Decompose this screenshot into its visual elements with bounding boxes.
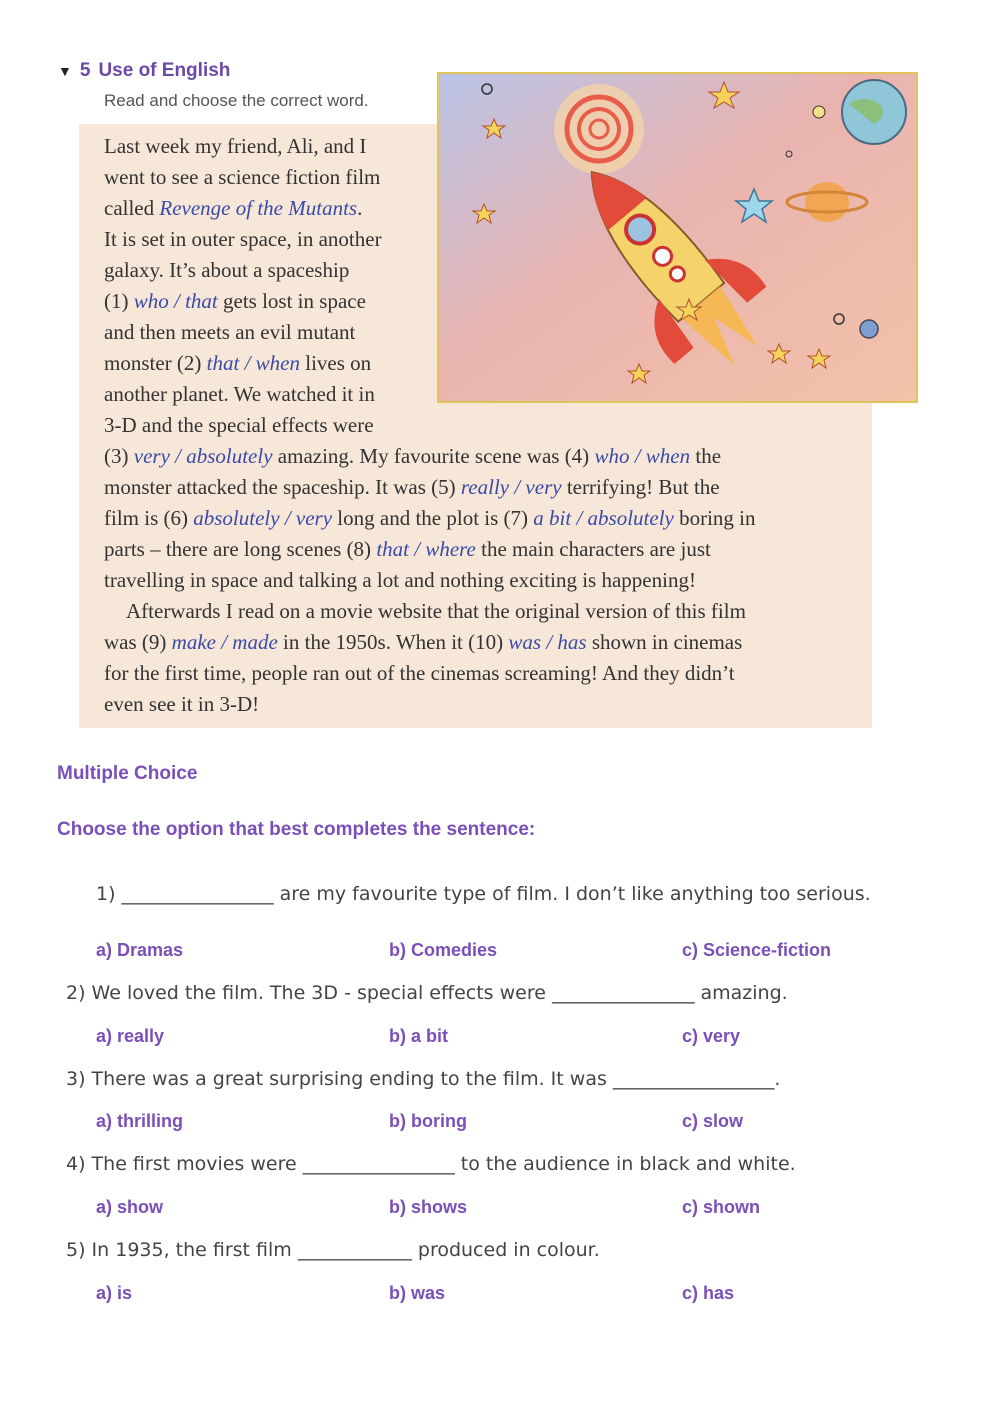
passage-choice: very / absolutely [133,444,273,468]
question-5: 5) In 1935, the first film ____________ produced in colour. [66,1239,600,1261]
passage-choice: who / that [133,289,218,313]
passage-text: even see it in 3-D! [104,692,260,716]
section-number: 5 [79,60,91,81]
passage-choice: who / when [594,444,691,468]
question-4: 4) The first movies were ________________ to the audience in black and white. [66,1153,796,1175]
passage-text: (3) [104,444,134,468]
passage-text: lives on [300,351,372,375]
passage-text: Afterwards I read on a movie website that the original version of this film [126,599,746,623]
passage-text: parts – there are long scenes (8) [104,537,377,561]
option-1a[interactable]: a) Dramas [96,940,184,960]
passage-line [104,441,864,472]
question-2: 2) We loved the film. The 3D - special effects were _______________ amazing. [66,982,788,1004]
passage-line [104,503,864,534]
mc-title: Multiple Choice [57,763,198,784]
passage-text: shown in cinemas [586,630,743,654]
passage-line [104,658,864,689]
passage-choice: absolutely / very [193,506,333,530]
passage-text: long and the plot is (7) [332,506,534,530]
option-3c[interactable]: c) slow [682,1111,744,1131]
passage-text: in the 1950s. When it (10) [277,630,509,654]
mc-instruction: Choose the option that best completes the sentence: [57,819,536,840]
passage-text: called [104,196,160,220]
rocket-illustration [437,72,918,403]
passage-line [104,596,864,627]
passage-line [104,534,864,565]
passage-text: the [690,444,722,468]
passage-text: film is (6) [104,506,194,530]
passage-text: . [357,196,363,220]
passage-text: was (9) [104,630,172,654]
option-5b[interactable]: b) was [389,1283,446,1303]
option-3a[interactable]: a) thrilling [96,1111,183,1131]
passage-text: and then meets an evil mutant [104,320,356,344]
question-3: 3) There was a great surprising ending to the film. It was _________________. [66,1068,781,1090]
passage-text: for the first time, people ran out of the cinemas screaming! And they didn’t [104,661,735,685]
passage-choice: that / where [376,537,476,561]
option-4a[interactable]: a) show [96,1197,164,1217]
passage-line [104,627,864,658]
option-2b[interactable]: b) a bit [389,1026,448,1046]
marker-icon: ▼ [58,63,72,79]
passage-choice: was / has [508,630,587,654]
passage-choice: a bit / absolutely [533,506,674,530]
option-2c[interactable]: c) very [682,1026,741,1046]
space-scene-image [439,74,916,401]
option-4c[interactable]: c) shown [682,1197,761,1217]
passage-text: monster (2) [104,351,207,375]
section-instruction: Read and choose the correct word. [104,91,369,110]
question-1: 1) ________________ are my favourite type of film. I don’t like anything too serious. [96,883,871,905]
passage-line [104,565,864,596]
option-4b[interactable]: b) shows [389,1197,468,1217]
passage-text: terrifying! But the [561,475,720,499]
option-2a[interactable]: a) really [96,1026,165,1046]
passage-text: 3-D and the special effects were [104,413,374,437]
passage-text: monster attacked the spaceship. It was (5) [104,475,461,499]
passage-line [104,689,864,720]
option-1b[interactable]: b) Comedies [389,940,498,960]
passage-line [104,472,864,503]
passage-text: went to see a science fiction film [104,165,381,189]
passage-text: It is set in outer space, in another [104,227,382,251]
passage-text: another planet. We watched it in [104,382,375,406]
passage-text: amazing. My favourite scene was (4) [272,444,595,468]
passage-choice: Revenge of the Mutants [159,196,358,220]
option-5c[interactable]: c) has [682,1283,735,1303]
passage-choice: make / made [171,630,278,654]
option-5a[interactable]: a) is [96,1283,133,1303]
option-1c[interactable]: c) Science-fiction [682,940,832,960]
passage-choice: that / when [206,351,300,375]
passage-text: the main characters are just [475,537,711,561]
passage-text: galaxy. It’s about a spaceship [104,258,350,282]
passage-text: Last week my friend, Ali, and I [104,134,367,158]
passage-text: boring in [673,506,756,530]
section-title: Use of English [98,60,231,81]
option-3b[interactable]: b) boring [389,1111,467,1131]
passage-choice: really / very [460,475,562,499]
section-heading [58,60,230,82]
passage-text: gets lost in space [217,289,366,313]
passage-line [104,410,864,441]
passage-text: (1) [104,289,134,313]
passage-text: travelling in space and talking a lot and nothing exciting is happening! [104,568,696,592]
